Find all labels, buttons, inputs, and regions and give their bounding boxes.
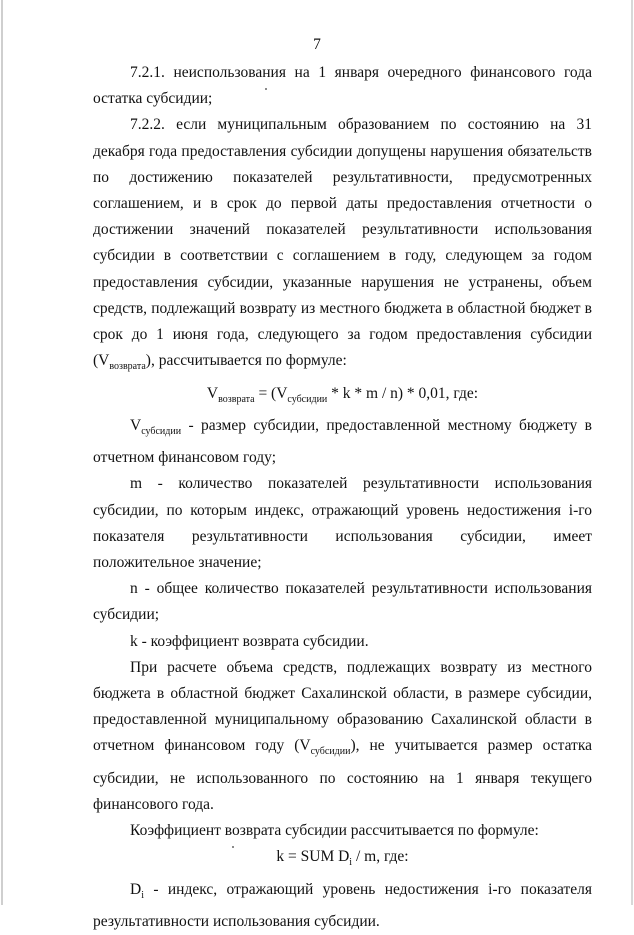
formula-v-return: $V_{возврата} = (V_{субсидии} * k * m / n) * 0,01$, где: (206, 384, 479, 405)
definition-k: k - коэффициент возврата субсидии. (130, 632, 369, 650)
scan-edge-left (1, 0, 3, 905)
definition-di: $D_i$ - индекс, отражающий уровень недостижения i-го показателя результативности использования субсидии. (93, 880, 592, 930)
scan-edge-right (631, 0, 633, 905)
formula-k: k = SUM $D_i$ / m, где: (276, 848, 409, 869)
definition-n: n - общее количество показателей результативности использования субсидии; (93, 580, 592, 624)
document-body (93, 60, 592, 935)
paragraph-coefficient-intro: Коэффициент возврата субсидии рассчитывается по формуле: (130, 822, 539, 840)
definition-v-subsidy: $V_{субсидии}$ - размер субсидии, предоставленной местному бюджету в отчетном финансовом году; (93, 416, 592, 467)
definition-m: m - количество показателей результативности использования субсидии, по которым индекс, отражающий уровень недостижения i-го показателя результативности использования субсидии, имеет положительное значение; (93, 475, 592, 571)
page-number: 7 (313, 36, 321, 53)
paragraph-calculation-note: При расчете объема средств, подлежащих возврату из местного бюджета в областной бюджет Сахалинской области, в размере субсидии, предоставленной муниципальному образованию Сахалинской области в отчетном финансовом году $(V_{субсидии})$, не учитывается размер остатка субсидии, не использованного по состоянию на 1 января текущего финансового года. (93, 658, 592, 813)
paragraph-7-2-1: 7.2.1. неиспользования на 1 января очередного финансового года остатка субсидии; (93, 64, 592, 108)
paragraph-7-2-2: 7.2.2. если муниципальным образованием по состоянию на 31 декабря года предоставления субсидии допущены нарушения обязательств по достижению показателей результативности, предусмотренных соглашением, и в срок до первой даты предоставления отчетности о достижении значений показателей результативности использования субсидии в соответствии с соглашением в году, следующем за годом предоставления субсидии, указанные нарушения не устранены, объем средств, подлежащий возврату из местного бюджета в областной бюджет в срок до 1 июня года, следующего за годом предоставления субсидии $(V_{возврата})$, рассчитывается по формуле: (93, 116, 592, 373)
